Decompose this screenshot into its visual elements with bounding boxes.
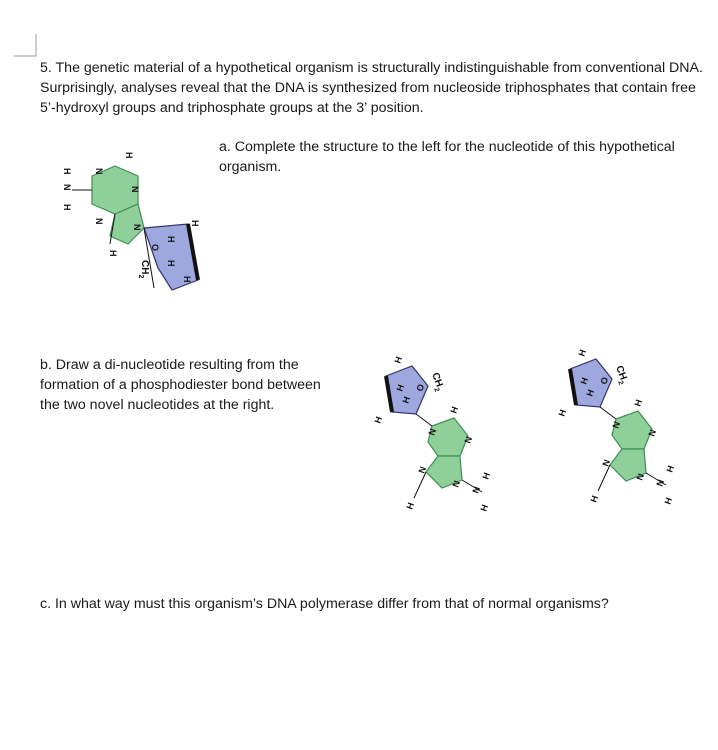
atom-label: N — [94, 168, 104, 175]
atom-label: N — [634, 472, 647, 482]
atom-label: N — [450, 479, 463, 489]
question-part-b: b. Draw a di-nucleotide resulting from the formation of a phosphodiester bond between the two novel nucleotides at the right. — [40, 357, 321, 413]
ch2-label: $CH_2$ — [137, 260, 150, 279]
atom-label: H — [166, 236, 176, 243]
atom-label: N — [132, 224, 142, 231]
atom-label: H — [394, 383, 407, 393]
atom-label: H — [576, 348, 589, 358]
atom-label: H — [556, 408, 569, 418]
atom-label: H — [372, 415, 385, 425]
atom-label: N — [654, 478, 667, 488]
atom-label: H — [584, 388, 597, 398]
atom-label: H — [62, 168, 72, 175]
atom-label: H — [480, 471, 493, 481]
atom-label: H — [578, 376, 591, 386]
atom-label: H — [182, 276, 192, 283]
purine-base-a — [72, 166, 144, 244]
nucleotide-structure-a — [50, 148, 220, 298]
atom-label: N — [62, 184, 72, 191]
nucleotide-structure-b1 — [372, 352, 522, 522]
question-intro: 5. The genetic material of a hypothetical organism is structurally indistinguishable from conventional DNA. Surprisingly, analyses reveal that the DNA is synthesized from nucleoside triphosphates that contain free 5’-hydroxyl groups and triphosphate groups at the 3’ position. — [40, 60, 703, 116]
atom-label: H — [124, 152, 134, 159]
atom-label: H — [588, 494, 601, 504]
atom-label: O — [150, 244, 160, 252]
atom-label: H — [632, 398, 645, 408]
atom-label: H — [664, 464, 677, 474]
atom-label: H — [662, 496, 675, 506]
atom-label: H — [400, 395, 413, 405]
atom-label: N — [130, 186, 140, 193]
atom-label: N — [462, 435, 475, 445]
atom-label: O — [598, 375, 611, 386]
ch2-label: $CH_2$ — [429, 371, 445, 393]
corner-mark-icon — [14, 34, 40, 60]
atom-label: N — [600, 458, 613, 468]
atom-label: H — [392, 355, 405, 365]
atom-label: H — [478, 503, 491, 513]
atom-label: N — [610, 420, 623, 430]
atom-label: N — [470, 485, 483, 495]
question-part-a: a. Complete the structure to the left for the nucleotide of this hypothetical organism. — [219, 139, 675, 175]
atom-label: N — [94, 218, 104, 225]
atom-label: N — [426, 427, 439, 437]
atom-label: H — [166, 260, 176, 267]
atom-label: H — [62, 204, 72, 211]
atom-label: H — [108, 250, 118, 257]
ch2-label: $CH_2$ — [613, 364, 629, 386]
nucleotide-structure-b2 — [556, 345, 706, 515]
atom-label: H — [190, 220, 200, 227]
question-part-c: c. In what way must this organism’s DNA polymerase differ from that of normal organisms? — [40, 596, 609, 612]
atom-label: N — [646, 428, 659, 438]
atom-label: H — [448, 405, 461, 415]
atom-label: O — [414, 382, 427, 393]
atom-label: H — [404, 501, 417, 511]
atom-label: N — [416, 465, 429, 475]
